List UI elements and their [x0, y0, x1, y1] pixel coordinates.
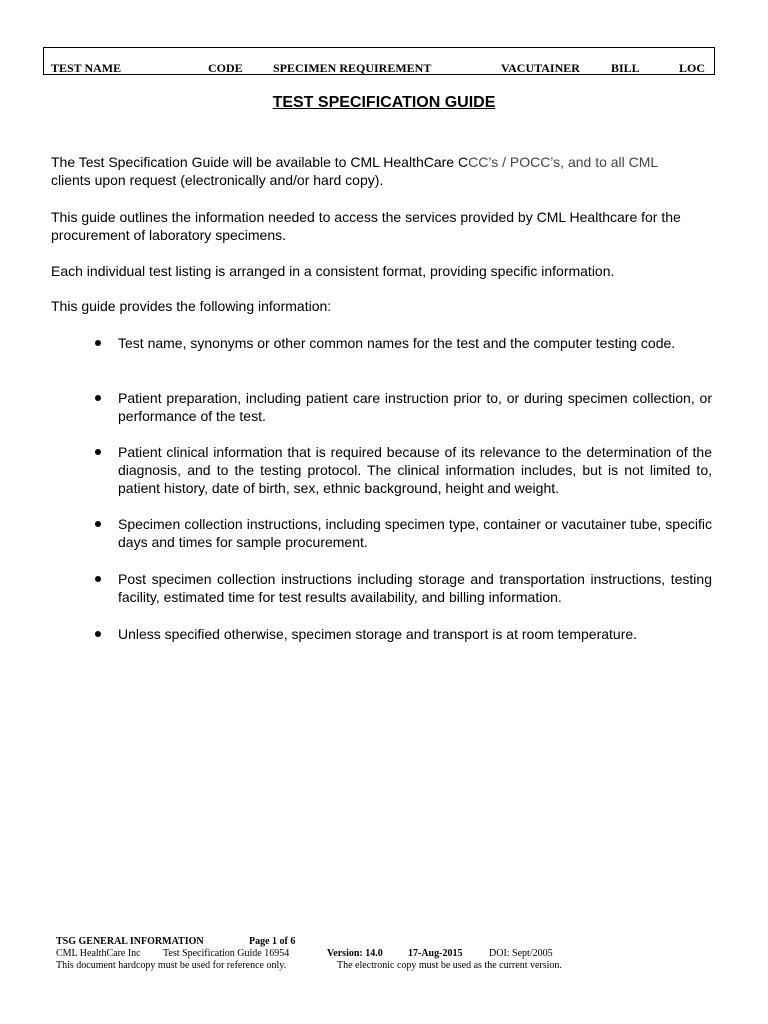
footer-section: TSG GENERAL INFORMATION: [56, 936, 204, 947]
intro-paragraph-availability: [51, 153, 713, 189]
list-item: Specimen collection instructions, including specimen type, container or vacutainer tube, specific days and times for sample procurement.: [118, 516, 712, 550]
footer-hardcopy-note: This document hardcopy must be used for reference only.: [56, 960, 287, 971]
footer-doi: DOI: Sept/2005: [489, 948, 553, 959]
footer-guide: Test Specification Guide 16954: [163, 948, 290, 959]
intro-paragraph-format: Each individual test listing is arranged in a consistent format, providing specific information.: [51, 263, 615, 279]
list-item: Unless specified otherwise, specimen storage and transport is at room temperature.: [118, 626, 638, 642]
footer-electronic-note: The electronic copy must be used as the current version.: [337, 960, 562, 971]
bullet-dot: [95, 631, 101, 637]
header-vacutainer: VACUTAINER: [501, 61, 580, 75]
list-item: Test name, synonyms or other common names for the test and the computer testing code.: [118, 335, 676, 351]
intro-p1-part-c: clients upon request (electronically and/or hard copy).: [51, 172, 384, 188]
list-item: Post specimen collection instructions including storage and transportation instructions, testing facility, estimated time for test results availability, and billing information.: [118, 571, 712, 605]
footer-company: CML HealthCare Inc: [56, 948, 141, 959]
footer-page-number: Page 1 of 6: [249, 936, 296, 947]
bullet-dot: [95, 576, 101, 582]
bullet-dot: [95, 449, 101, 455]
intro-p1-part-b: CC’s / POCC’s, and to all CML: [468, 154, 659, 170]
bullet-dot: [95, 340, 101, 346]
list-item: Patient preparation, including patient care instruction prior to, or during specimen collection, or performance of the test.: [118, 390, 712, 424]
header-test-name: TEST NAME: [51, 61, 122, 75]
intro-paragraph-outline: This guide outlines the information needed to access the services provided by CML Healthcare for the procurement of laboratory specimens.: [51, 209, 681, 243]
bullet-dot: [95, 521, 101, 527]
footer-version: Version: 14.0: [327, 948, 383, 959]
intro-paragraph-list-lead: This guide provides the following information:: [51, 298, 332, 314]
header-specimen-requirement: SPECIMEN REQUIREMENT: [273, 61, 432, 75]
footer-date: 17-Aug-2015: [408, 948, 463, 959]
bullet-dot: [95, 395, 101, 401]
column-header-bar: [43, 47, 715, 75]
intro-p1-part-a: The Test Specification Guide will be available to CML HealthCare C: [51, 154, 469, 170]
page-title: TEST SPECIFICATION GUIDE: [272, 94, 496, 111]
header-loc: LOC: [679, 61, 706, 75]
list-item: Patient clinical information that is required because of its relevance to the determination of the diagnosis, and to the testing protocol. The clinical information includes, but is not limited to, patient history, date of birth, sex, ethnic background, height and weight.: [118, 444, 712, 496]
page-footer: [56, 936, 716, 972]
header-code: CODE: [208, 61, 243, 75]
header-bill: BILL: [611, 61, 640, 75]
